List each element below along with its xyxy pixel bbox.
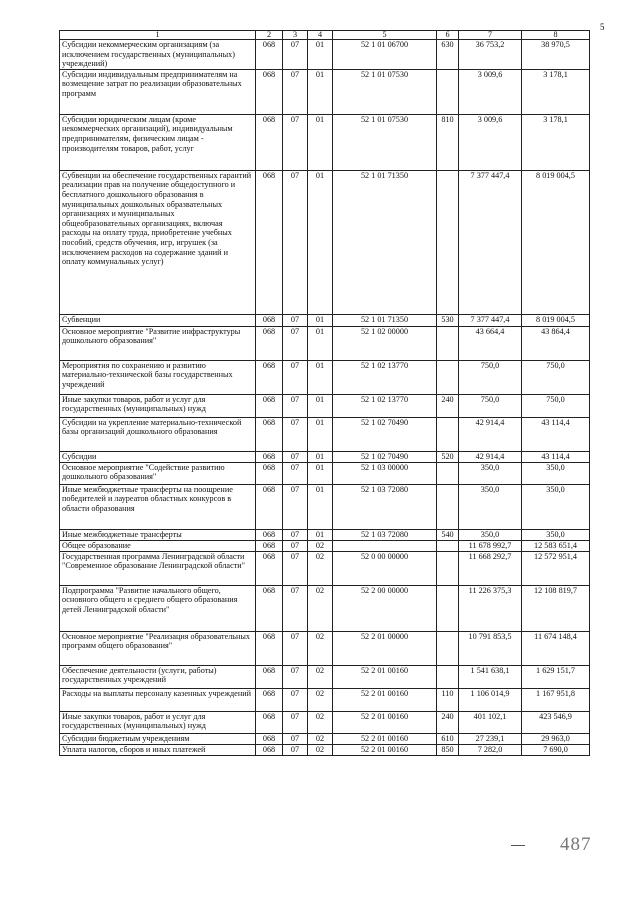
row-target-cell: 52 1 01 07530 [333,114,437,170]
row-target-cell: 52 1 02 13770 [333,360,437,394]
row-subsection-cell: 02 [308,688,333,711]
row-target-cell: 52 0 00 00000 [333,551,437,585]
row-amount-year1-cell: 1 541 638,1 [459,665,522,688]
row-amount-year2-cell: 1 167 951,8 [522,688,590,711]
table-row [60,314,590,326]
table-row [60,585,590,631]
row-name-cell: Иные закупки товаров, работ и услуг для государственных (муниципальных) нужд [60,394,256,417]
row-target-cell: 52 1 01 06700 [333,40,437,70]
row-amount-year1-cell: 11 668 292,7 [459,551,522,585]
table-row [60,462,590,484]
row-amount-year1-cell: 42 914,4 [459,451,522,462]
row-subsection-cell: 01 [308,170,333,314]
row-name-cell: Субсидии индивидуальным предпринимателям на возмещение затрат по реализации образовательных программ [60,69,256,114]
row-section-cell: 07 [283,665,308,688]
row-amount-year2-cell: 8 019 004,5 [522,170,590,314]
row-target-cell: 52 1 02 70490 [333,451,437,462]
row-subsection-cell: 02 [308,665,333,688]
row-amount-year1-cell: 42 914,4 [459,417,522,451]
row-code-cell: 068 [256,326,283,360]
row-target-cell: 52 1 01 07530 [333,69,437,114]
row-expense-type-cell: 630 [437,40,459,70]
table-row [60,326,590,360]
row-name-cell: Основное мероприятие "Содействие развитию дошкольного образования" [60,462,256,484]
row-amount-year2-cell: 29 963,0 [522,733,590,744]
row-section-cell: 07 [283,484,308,529]
row-name-cell: Иные межбюджетные трансферты [60,529,256,540]
header-cell: 4 [308,31,333,40]
table-row [60,733,590,744]
row-expense-type-cell [437,462,459,484]
row-amount-year1-cell: 11 678 992,7 [459,540,522,551]
row-subsection-cell: 02 [308,733,333,744]
row-amount-year2-cell: 8 019 004,5 [522,314,590,326]
row-expense-type-cell: 540 [437,529,459,540]
row-subsection-cell: 02 [308,631,333,665]
row-target-cell: 52 2 01 00160 [333,665,437,688]
table-row [60,170,590,314]
row-name-cell: Уплата налогов, сборов и иных платежей [60,744,256,755]
row-code-cell: 068 [256,462,283,484]
row-section-cell: 07 [283,462,308,484]
table-row [60,665,590,688]
row-target-cell: 52 1 02 13770 [333,394,437,417]
table-row [60,484,590,529]
row-subsection-cell: 01 [308,360,333,394]
row-target-cell: 52 1 02 00000 [333,326,437,360]
row-amount-year2-cell: 3 178,1 [522,69,590,114]
row-section-cell: 07 [283,529,308,540]
row-amount-year1-cell: 36 753,2 [459,40,522,70]
row-amount-year1-cell: 3 009,6 [459,114,522,170]
row-expense-type-cell [437,585,459,631]
row-code-cell: 068 [256,394,283,417]
row-code-cell: 068 [256,69,283,114]
table-row [60,451,590,462]
row-subsection-cell: 01 [308,40,333,70]
row-expense-type-cell [437,69,459,114]
row-section-cell: 07 [283,688,308,711]
row-expense-type-cell [437,170,459,314]
row-name-cell: Субвенции [60,314,256,326]
row-expense-type-cell: 240 [437,711,459,733]
row-expense-type-cell [437,360,459,394]
row-expense-type-cell [437,551,459,585]
row-name-cell: Основное мероприятие "Развитие инфраструктуры дошкольного образования" [60,326,256,360]
row-expense-type-cell: 110 [437,688,459,711]
row-subsection-cell: 02 [308,540,333,551]
row-amount-year1-cell: 27 239,1 [459,733,522,744]
row-expense-type-cell [437,326,459,360]
row-amount-year2-cell: 12 583 651,4 [522,540,590,551]
row-code-cell: 068 [256,744,283,755]
row-target-cell: 52 2 01 00160 [333,744,437,755]
row-subsection-cell: 01 [308,394,333,417]
row-section-cell: 07 [283,744,308,755]
row-amount-year2-cell: 1 629 151,7 [522,665,590,688]
row-name-cell: Мероприятия по сохранению и развитию материально-технической базы государственных учреждений [60,360,256,394]
header-cell: 1 [60,31,256,40]
header-cell: 5 [333,31,437,40]
row-subsection-cell: 01 [308,451,333,462]
row-amount-year1-cell: 350,0 [459,462,522,484]
row-amount-year2-cell: 43 114,4 [522,417,590,451]
row-target-cell: 52 2 01 00160 [333,733,437,744]
row-amount-year1-cell: 7 282,0 [459,744,522,755]
row-code-cell: 068 [256,417,283,451]
row-name-cell: Иные межбюджетные трансферты на поощрение победителей и лауреатов областных конкурсов в области образования [60,484,256,529]
table-row [60,551,590,585]
row-amount-year2-cell: 423 546,9 [522,711,590,733]
row-code-cell: 068 [256,314,283,326]
row-subsection-cell: 02 [308,551,333,585]
table-row [60,744,590,755]
row-amount-year2-cell: 750,0 [522,394,590,417]
row-expense-type-cell: 610 [437,733,459,744]
table-row [60,540,590,551]
row-subsection-cell: 01 [308,417,333,451]
row-section-cell: 07 [283,733,308,744]
page-number: 5 [600,22,605,32]
table-header-row [60,31,590,40]
row-expense-type-cell [437,665,459,688]
table-row [60,69,590,114]
row-name-cell: Субсидии некоммерческим организациям (за исключением государственных (муниципальных) учреждений) [60,40,256,70]
table-row [60,529,590,540]
row-name-cell: Субвенции на обеспечение государственных гарантий реализации прав на получение общедоступного и бесплатного дошкольного образования в муниципальных дошкольных образвательных организациях и муниципальных общеобразовательных организациях, включая расходы на оплату труда, приобретение учебных пособий, средств обучения, игр, игрушек (за исключением расходов на содержание зданий и оплату коммунальных услуг) [60,170,256,314]
row-subsection-cell: 02 [308,585,333,631]
row-name-cell: Подпрограмма "Развитие начального общего, основного общего и среднего общего образования детей Ленинградской области" [60,585,256,631]
row-section-cell: 07 [283,551,308,585]
row-subsection-cell: 02 [308,711,333,733]
row-amount-year2-cell: 12 108 819,7 [522,585,590,631]
table-row [60,360,590,394]
table-row [60,711,590,733]
row-target-cell: 52 1 01 71350 [333,314,437,326]
table-row [60,417,590,451]
table-row [60,631,590,665]
budget-table [59,30,590,756]
row-code-cell: 068 [256,711,283,733]
archive-page-stamp: 487 [560,834,592,855]
row-code-cell: 068 [256,540,283,551]
row-name-cell: Субсидии на укрепление материально-технической базы организаций дошкольного образования [60,417,256,451]
row-name-cell: Иные закупки товаров, работ и услуг для государственных (муниципальных) нужд [60,711,256,733]
row-amount-year1-cell: 7 377 447,4 [459,314,522,326]
row-section-cell: 07 [283,585,308,631]
header-cell: 7 [459,31,522,40]
row-expense-type-cell [437,484,459,529]
row-subsection-cell: 01 [308,114,333,170]
table-row [60,394,590,417]
table-row [60,688,590,711]
row-subsection-cell: 01 [308,326,333,360]
row-subsection-cell: 01 [308,314,333,326]
row-target-cell: 52 2 01 00160 [333,711,437,733]
row-amount-year2-cell: 38 970,5 [522,40,590,70]
table-row [60,40,590,70]
row-amount-year2-cell: 12 572 951,4 [522,551,590,585]
row-subsection-cell: 01 [308,462,333,484]
row-amount-year1-cell: 1 106 014,9 [459,688,522,711]
row-section-cell: 07 [283,114,308,170]
header-cell: 6 [437,31,459,40]
header-cell: 2 [256,31,283,40]
row-section-cell: 07 [283,540,308,551]
row-amount-year1-cell: 401 102,1 [459,711,522,733]
row-amount-year1-cell: 3 009,6 [459,69,522,114]
row-amount-year1-cell: 350,0 [459,484,522,529]
row-amount-year1-cell: 750,0 [459,360,522,394]
row-code-cell: 068 [256,484,283,529]
row-section-cell: 07 [283,69,308,114]
row-subsection-cell: 02 [308,744,333,755]
row-expense-type-cell: 240 [437,394,459,417]
row-amount-year2-cell: 3 178,1 [522,114,590,170]
row-amount-year2-cell: 350,0 [522,462,590,484]
row-amount-year2-cell: 43 864,4 [522,326,590,360]
row-target-cell: 52 1 03 00000 [333,462,437,484]
row-section-cell: 07 [283,326,308,360]
row-name-cell: Субсидии [60,451,256,462]
row-target-cell: 52 1 01 71350 [333,170,437,314]
row-target-cell: 52 2 01 00000 [333,631,437,665]
row-code-cell: 068 [256,40,283,70]
row-target-cell: 52 2 00 00000 [333,585,437,631]
header-cell: 3 [283,31,308,40]
row-subsection-cell: 01 [308,484,333,529]
row-amount-year2-cell: 350,0 [522,529,590,540]
row-code-cell: 068 [256,114,283,170]
row-section-cell: 07 [283,170,308,314]
row-section-cell: 07 [283,417,308,451]
row-code-cell: 068 [256,529,283,540]
row-amount-year1-cell: 7 377 447,4 [459,170,522,314]
row-code-cell: 068 [256,688,283,711]
row-section-cell: 07 [283,40,308,70]
row-code-cell: 068 [256,733,283,744]
header-cell: 8 [522,31,590,40]
row-name-cell: Общее образование [60,540,256,551]
table-row [60,114,590,170]
row-expense-type-cell: 520 [437,451,459,462]
row-amount-year2-cell: 43 114,4 [522,451,590,462]
row-amount-year1-cell: 350,0 [459,529,522,540]
row-target-cell: 52 1 02 70490 [333,417,437,451]
row-name-cell: Обеспечение деятельности (услуги, работы) государственных учреждений [60,665,256,688]
row-name-cell: Субсидии бюджетным учреждениям [60,733,256,744]
row-expense-type-cell: 850 [437,744,459,755]
row-amount-year1-cell: 10 791 853,5 [459,631,522,665]
row-section-cell: 07 [283,631,308,665]
row-code-cell: 068 [256,551,283,585]
row-amount-year1-cell: 750,0 [459,394,522,417]
row-amount-year2-cell: 11 674 148,4 [522,631,590,665]
row-target-cell: 52 2 01 00160 [333,688,437,711]
row-expense-type-cell [437,631,459,665]
row-section-cell: 07 [283,711,308,733]
row-expense-type-cell [437,540,459,551]
row-section-cell: 07 [283,360,308,394]
row-name-cell: Основное мероприятие "Реализация образовательных программ общего образования" [60,631,256,665]
row-name-cell: Расходы на выплаты персоналу казенных учреждений [60,688,256,711]
row-expense-type-cell [437,417,459,451]
row-section-cell: 07 [283,314,308,326]
row-target-cell: 52 1 03 72080 [333,484,437,529]
row-code-cell: 068 [256,631,283,665]
row-code-cell: 068 [256,585,283,631]
row-code-cell: 068 [256,665,283,688]
handwritten-dash [511,845,525,846]
row-target-cell: 52 1 03 72080 [333,529,437,540]
row-amount-year2-cell: 7 690,0 [522,744,590,755]
row-expense-type-cell: 530 [437,314,459,326]
row-section-cell: 07 [283,451,308,462]
row-code-cell: 068 [256,170,283,314]
row-subsection-cell: 01 [308,529,333,540]
row-amount-year1-cell: 11 226 375,3 [459,585,522,631]
row-expense-type-cell: 810 [437,114,459,170]
row-subsection-cell: 01 [308,69,333,114]
row-amount-year2-cell: 350,0 [522,484,590,529]
row-name-cell: Государственная программа Ленинградской области "Современное образование Ленинградской области" [60,551,256,585]
row-amount-year1-cell: 43 664,4 [459,326,522,360]
row-target-cell [333,540,437,551]
row-name-cell: Субсидии юридическим лицам (кроме некоммерческих организаций), индивидуальным предпринимателям, физическим лицам - производителям товаров, работ, услуг [60,114,256,170]
row-code-cell: 068 [256,360,283,394]
row-code-cell: 068 [256,451,283,462]
row-section-cell: 07 [283,394,308,417]
row-amount-year2-cell: 750,0 [522,360,590,394]
